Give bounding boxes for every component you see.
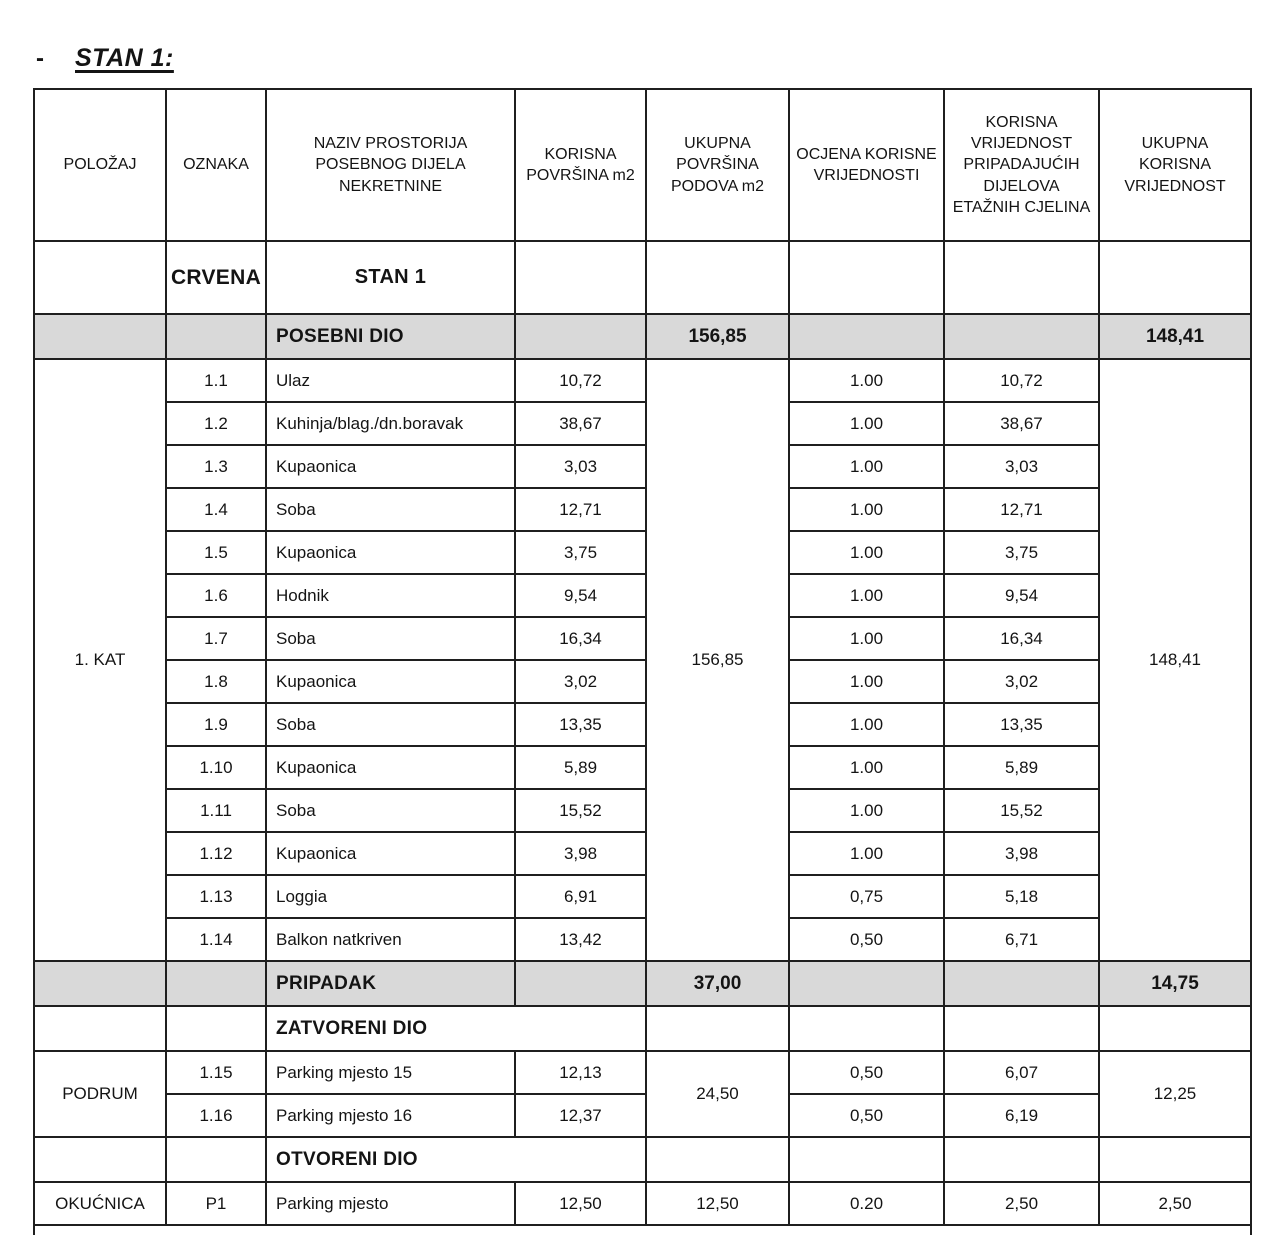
cell-korisna-vrijednost: 3,02 [944, 660, 1099, 703]
cell-naziv: Parking mjesto 15 [266, 1051, 515, 1094]
page-title-line [36, 44, 1280, 73]
col-header-korisna-vrijednost-pripadajucih: KORISNA VRIJEDNOST PRIPADAJUĆIH DIJELOVA ETAŽNIH CJELINA [944, 89, 1099, 241]
cell-ukupna-korisna-vrijednost-merged: 148,41 [1099, 359, 1251, 961]
cell-naziv-stan1: STAN 1 [266, 241, 515, 314]
col-header-korisna-povrsina: KORISNA POVRŠINA m2 [515, 89, 646, 241]
cell-oznaka: 1.7 [166, 617, 266, 660]
table-row-okucnica [34, 1182, 1251, 1225]
cell-ocjena: 1.00 [789, 832, 944, 875]
cell-oznaka: 1.1 [166, 359, 266, 402]
cell-korisna-povrsina: 10,72 [515, 359, 646, 402]
cell-korisna-povrsina: 5,89 [515, 746, 646, 789]
cell-korisna-povrsina: 3,02 [515, 660, 646, 703]
cell-korisna-vrijednost: 13,35 [944, 703, 1099, 746]
cell-empty [789, 241, 944, 314]
cell-korisna-vrijednost: 6,07 [944, 1051, 1099, 1094]
cell-oznaka: 1.3 [166, 445, 266, 488]
cell-empty [34, 1006, 166, 1051]
cell-empty [1099, 1006, 1251, 1051]
building-part-row [34, 241, 1251, 314]
col-header-naziv-prostorija: NAZIV PROSTORIJA POSEBNOG DIJELA NEKRETNINE [266, 89, 515, 241]
cell-naziv: Kupaonica [266, 746, 515, 789]
list-dash: - [36, 45, 44, 72]
cell-oznaka: 1.12 [166, 832, 266, 875]
cell-empty [789, 961, 944, 1006]
cell-section-label: ZATVORENI DIO [266, 1006, 646, 1051]
cell-oznaka: 1.6 [166, 574, 266, 617]
table-row [34, 789, 1251, 832]
cell-korisna-vrijednost: 6,19 [944, 1094, 1099, 1137]
cell-empty [515, 241, 646, 314]
cell-naziv: Parking mjesto [266, 1182, 515, 1225]
cell-ocjena: 1.00 [789, 617, 944, 660]
cell-ocjena: 1.00 [789, 789, 944, 832]
cell-naziv: Ulaz [266, 359, 515, 402]
cell-oznaka: 1.2 [166, 402, 266, 445]
cell-ocjena: 0,50 [789, 918, 944, 961]
cell-naziv: Parking mjesto 16 [266, 1094, 515, 1137]
cell-ocjena: 1.00 [789, 531, 944, 574]
col-header-ocjena-korisne-vrijednosti: OCJENA KORISNE VRIJEDNOSTI [789, 89, 944, 241]
cell-empty [34, 961, 166, 1006]
cell-ukupna-povrsina-podova-merged: 156,85 [646, 359, 789, 961]
cell-naziv: Kupaonica [266, 445, 515, 488]
table-row [34, 1094, 1251, 1137]
cell-korisna-povrsina: 3,03 [515, 445, 646, 488]
cell-korisna-vrijednost: 15,52 [944, 789, 1099, 832]
cell-korisna-povrsina: 3,75 [515, 531, 646, 574]
cell-oznaka: P1 [166, 1182, 266, 1225]
cell-oznaka-crvena: CRVENA [166, 241, 266, 314]
section-summary-row-pripadak [34, 961, 1251, 1006]
cell-ocjena: 1.00 [789, 359, 944, 402]
table-row [34, 746, 1251, 789]
col-header-ukupna-povrsina-podova: UKUPNA POVRŠINA PODOVA m2 [646, 89, 789, 241]
cell-polozaj-podrum: PODRUM [34, 1051, 166, 1137]
cell-section-label: PRIPADAK [266, 961, 515, 1006]
cell-korisna-povrsina: 38,67 [515, 402, 646, 445]
cell-empty [944, 1006, 1099, 1051]
cell-naziv: Kuhinja/blag./dn.boravak [266, 402, 515, 445]
cell-korisna-povrsina: 3,98 [515, 832, 646, 875]
cell-ukupna-povrsina-podova-merged: 24,50 [646, 1051, 789, 1137]
cell-empty [789, 1006, 944, 1051]
cell-naziv: Soba [266, 789, 515, 832]
cell-korisna-povrsina: 15,52 [515, 789, 646, 832]
cell-ocjena: 0,50 [789, 1051, 944, 1094]
table-row [34, 875, 1251, 918]
cell-oznaka: 1.9 [166, 703, 266, 746]
cell-oznaka: 1.8 [166, 660, 266, 703]
cell-ukupna-korisna-vrijednost: 148,41 [1099, 314, 1251, 359]
cell-oznaka: 1.15 [166, 1051, 266, 1094]
cell-korisna-povrsina: 12,37 [515, 1094, 646, 1137]
apartment-valuation-table [33, 88, 1252, 1235]
table-row [34, 703, 1251, 746]
cell-oznaka: 1.4 [166, 488, 266, 531]
col-header-ukupna-korisna-vrijednost: UKUPNA KORISNA VRIJEDNOST [1099, 89, 1251, 241]
cell-ocjena: 1.00 [789, 746, 944, 789]
cell-oznaka: 1.5 [166, 531, 266, 574]
table-row [34, 617, 1251, 660]
cell-empty [515, 961, 646, 1006]
cell-korisna-povrsina: 16,34 [515, 617, 646, 660]
cell-korisna-povrsina: 12,71 [515, 488, 646, 531]
cell-korisna-vrijednost: 9,54 [944, 574, 1099, 617]
cell-empty [34, 1137, 166, 1182]
table-row [34, 1051, 1251, 1094]
cell-naziv: Kupaonica [266, 832, 515, 875]
partial-next-row [34, 1225, 1251, 1235]
table-header-row [34, 89, 1251, 241]
cell-naziv: Soba [266, 703, 515, 746]
cell-korisna-vrijednost: 6,71 [944, 918, 1099, 961]
cell-naziv: Soba [266, 488, 515, 531]
cell-korisna-povrsina: 6,91 [515, 875, 646, 918]
cell-ocjena: 1.00 [789, 574, 944, 617]
cell-ocjena: 1.00 [789, 445, 944, 488]
cell-korisna-vrijednost: 3,03 [944, 445, 1099, 488]
cell-ocjena: 0,50 [789, 1094, 944, 1137]
cell-ukupna-povrsina-podova: 156,85 [646, 314, 789, 359]
cell-empty [646, 241, 789, 314]
cell-empty [166, 1137, 266, 1182]
cell-ocjena: 1.00 [789, 703, 944, 746]
cell-section-label: POSEBNI DIO [266, 314, 515, 359]
cell-naziv: Balkon natkriven [266, 918, 515, 961]
table-row [34, 832, 1251, 875]
cell-oznaka: 1.16 [166, 1094, 266, 1137]
cell-empty [646, 1137, 789, 1182]
cell-empty [944, 961, 1099, 1006]
cell-korisna-povrsina: 12,50 [515, 1182, 646, 1225]
cell-empty [944, 241, 1099, 314]
cell-naziv: Loggia [266, 875, 515, 918]
cell-korisna-vrijednost: 3,75 [944, 531, 1099, 574]
cell-korisna-vrijednost: 5,89 [944, 746, 1099, 789]
table-row [34, 445, 1251, 488]
cell-korisna-vrijednost: 10,72 [944, 359, 1099, 402]
cell-ukupna-povrsina-podova: 37,00 [646, 961, 789, 1006]
cell-ocjena: 0.20 [789, 1182, 944, 1225]
cell-oznaka: 1.14 [166, 918, 266, 961]
cell-polozaj-1-kat: 1. KAT [34, 359, 166, 961]
table-row [34, 359, 1251, 402]
cell-ocjena: 0,75 [789, 875, 944, 918]
cell-ocjena: 1.00 [789, 660, 944, 703]
cell-naziv: Kupaonica [266, 531, 515, 574]
table-row [34, 402, 1251, 445]
section-summary-row-posebni-dio [34, 314, 1251, 359]
cell-korisna-vrijednost: 12,71 [944, 488, 1099, 531]
table-row [34, 574, 1251, 617]
cell-korisna-vrijednost: 5,18 [944, 875, 1099, 918]
cell-ukupna-korisna-vrijednost: 14,75 [1099, 961, 1251, 1006]
table-row [34, 531, 1251, 574]
cell-empty [789, 1137, 944, 1182]
cell-empty [166, 961, 266, 1006]
cell-oznaka: 1.11 [166, 789, 266, 832]
cell-oznaka: 1.10 [166, 746, 266, 789]
section-row-zatvoreni-dio [34, 1006, 1251, 1051]
cell-ukupna-korisna-vrijednost-merged: 12,25 [1099, 1051, 1251, 1137]
cell-korisna-vrijednost: 16,34 [944, 617, 1099, 660]
cell-section-label: OTVORENI DIO [266, 1137, 646, 1182]
table-row [34, 660, 1251, 703]
cell-korisna-vrijednost: 3,98 [944, 832, 1099, 875]
cell-korisna-povrsina: 12,13 [515, 1051, 646, 1094]
col-header-polozaj: POLOŽAJ [34, 89, 166, 241]
cell-empty [646, 1006, 789, 1051]
page-title: STAN 1: [75, 44, 174, 72]
cell-naziv: Kupaonica [266, 660, 515, 703]
cell-empty [944, 1137, 1099, 1182]
cell-empty [1099, 1137, 1251, 1182]
cell-korisna-povrsina: 13,35 [515, 703, 646, 746]
cell-ocjena: 1.00 [789, 488, 944, 531]
cell-empty [944, 314, 1099, 359]
cell-ukupna-povrsina-podova: 12,50 [646, 1182, 789, 1225]
cell-ukupna-korisna-vrijednost: 2,50 [1099, 1182, 1251, 1225]
cell-empty [34, 241, 166, 314]
cell-empty [34, 314, 166, 359]
cell-ocjena: 1.00 [789, 402, 944, 445]
cell-empty [166, 314, 266, 359]
cell-korisna-povrsina: 9,54 [515, 574, 646, 617]
col-header-oznaka: OZNAKA [166, 89, 266, 241]
cell-oznaka: 1.13 [166, 875, 266, 918]
cell-empty [789, 314, 944, 359]
table-row [34, 918, 1251, 961]
cell-korisna-povrsina: 13,42 [515, 918, 646, 961]
cell-polozaj-okucnica: OKUĆNICA [34, 1182, 166, 1225]
cell-naziv: Soba [266, 617, 515, 660]
cell-empty [1099, 241, 1251, 314]
section-row-otvoreni-dio [34, 1137, 1251, 1182]
cell-naziv: Hodnik [266, 574, 515, 617]
cell-empty [515, 314, 646, 359]
cell-empty [34, 1225, 1251, 1235]
cell-empty [166, 1006, 266, 1051]
cell-korisna-vrijednost: 2,50 [944, 1182, 1099, 1225]
table-row [34, 488, 1251, 531]
cell-korisna-vrijednost: 38,67 [944, 402, 1099, 445]
